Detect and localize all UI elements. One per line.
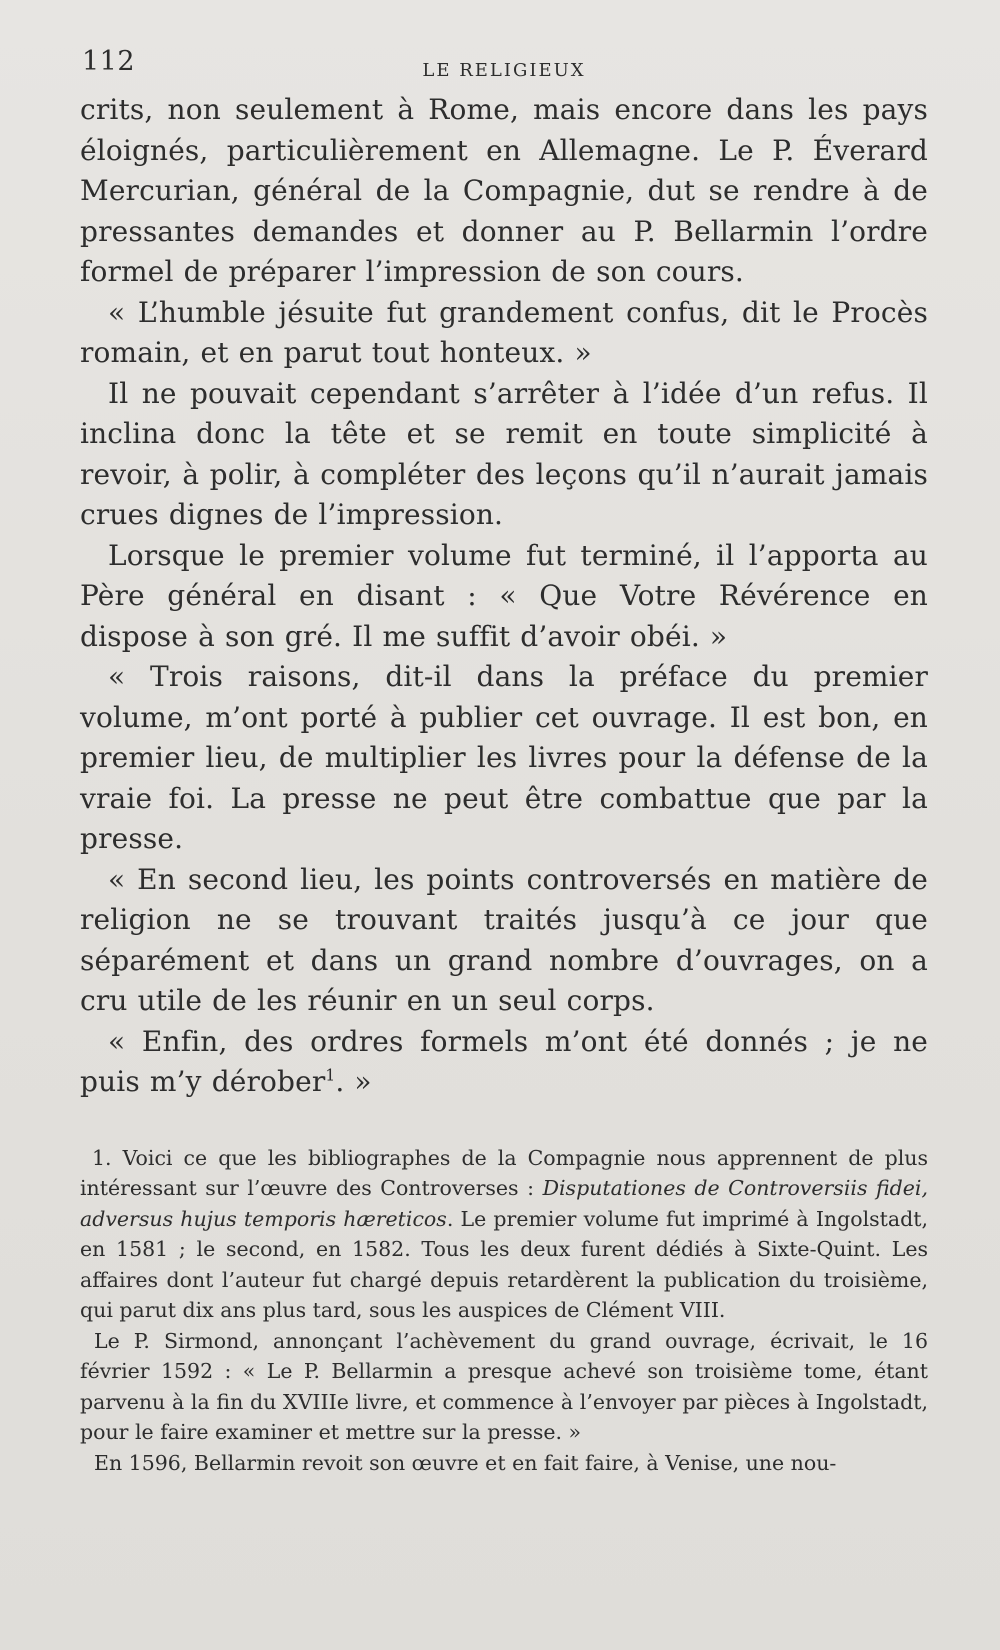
paragraph-7-end: . »	[335, 1065, 372, 1098]
footnote-1-last: En 1596, Bellarmin revoit son œuvre et en fait faire, à Venise, une nou-	[94, 1450, 837, 1475]
paragraph-2: « L’humble jésuite fut grandement confus, dit le Procès romain, et en parut tout honteux. »	[80, 295, 928, 369]
page-header	[80, 44, 928, 90]
footnote-reference: 1	[325, 1066, 336, 1085]
paragraph-6: « En second lieu, les points controversés en matière de religion ne se trouvant traités jusqu’à ce jour que séparément et dans un grand nombre d’ouvrages, on a cru utile de les réunir en un seul corps.	[80, 862, 928, 1017]
footnote-1-rest: . Le premier volume fut imprimé à Ingolstadt, en 1581 ; le second, en 1582. Tous les deux furent dédiés à Sixte-Quint. Les affaires dont l’auteur fut chargé depuis retardèrent la publication du troisième, qui parut dix ans plus tard, sous les auspices de Clément VIII.	[80, 1206, 929, 1322]
paragraph-4: Lorsque le premier volume fut terminé, il l’apporta au Père général en disant : « Que Votre Révérence en dispose à son gré. Il me suffit d’avoir obéi. »	[80, 538, 928, 653]
paragraph-7	[80, 1022, 928, 1103]
footnote-1-title: Disputationes de Controversiis fidei, adversus hujus temporis hæreticos	[80, 1176, 929, 1231]
paragraph-7-text: « Enfin, des ordres formels m’ont été donnés ; je ne puis m’y dérober	[80, 1024, 928, 1098]
paragraph-1: crits, non seulement à Rome, mais encore dans les pays éloignés, particulièrement en Allemagne. Le P. Éverard Mercurian, général de la Compagnie, dut se rendre à de pressantes demandes et donner au P. Bellarmin l’ordre formel de préparer l’impression de son cours.	[80, 93, 928, 288]
main-text	[80, 90, 928, 1103]
paragraph-5: « Trois raisons, dit-il dans la préface du premier volume, m’ont porté à publier cet ouvrage. Il est bon, en premier lieu, de multiplier les livres pour la défense de la vraie foi. La presse ne peut être combattue que par la presse.	[80, 660, 928, 855]
footnote-1-continued: Le P. Sirmond, annonçant l’achèvement du grand ouvrage, écrivait, le 16 février 1592 : « Le P. Bellarmin a presque achevé son troisième tome, étant parvenu à la fin du XVIIIe livre, et commence à l’envoyer par pièces à Ingolstadt, pour le faire examiner et mettre sur la presse. »	[80, 1328, 928, 1444]
paragraph-3: Il ne pouvait cependant s’arrêter à l’idée d’un refus. Il inclina donc la tête et se remit en toute simplicité à revoir, à polir, à compléter des leçons qu’il n’aurait jamais crues dignes de l’impression.	[80, 376, 928, 531]
running-title: LE RELIGIEUX	[422, 60, 586, 81]
footnote-1-intro: 1. Voici ce que les bibliographes de la Compagnie nous apprennent de plus intéressant sur l’œuvre des Controverses :	[80, 1145, 928, 1200]
footnotes	[80, 1143, 928, 1479]
footnote-1	[80, 1143, 928, 1326]
page-number: 112	[82, 46, 136, 77]
